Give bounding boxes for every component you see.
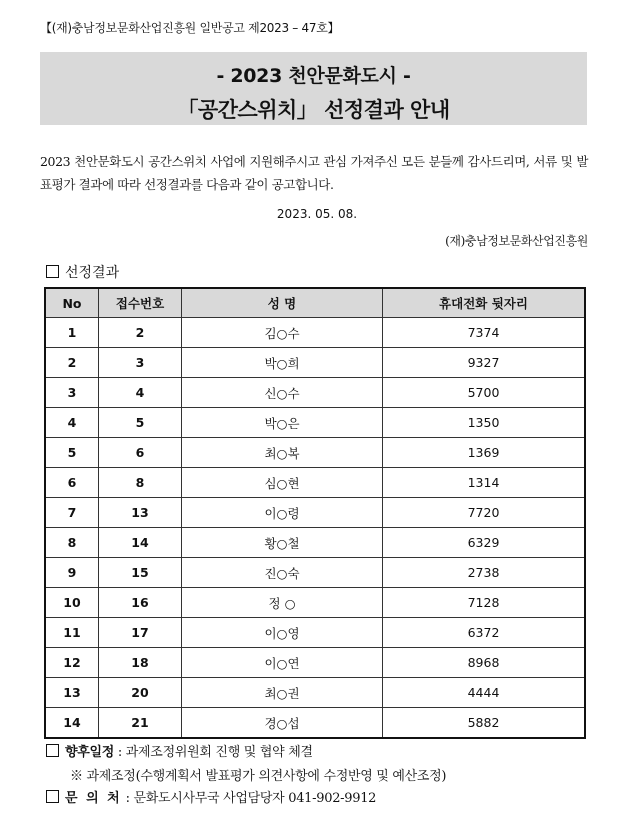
intro-paragraph: 2023 천안문화도시 공간스위치 사업에 지원해주시고 관심 가져주신 모든 분들께 감사드리며, 서류 및 발표평가 결과에 따라 선정결과를 다음과 같이 공고합니다.	[40, 154, 588, 192]
row-receipt: 3	[99, 348, 182, 378]
row-name: 이○영	[182, 618, 383, 648]
row-receipt: 17	[99, 618, 182, 648]
row-name: 경○섭	[182, 708, 383, 739]
header-receipt: 접수번호	[99, 288, 182, 318]
table-row	[45, 378, 585, 408]
table-row	[45, 678, 585, 708]
schedule-note: ※ 과제조정(수행계획서 발표평가 의견사항에 수정반영 및 예산조정)	[70, 769, 447, 784]
row-phone: 7720	[383, 498, 586, 528]
row-no: 5	[45, 438, 99, 468]
title-banner	[40, 52, 587, 125]
header-phone: 휴대전화 뒷자리	[383, 288, 586, 318]
row-phone: 2738	[383, 558, 586, 588]
row-no: 9	[45, 558, 99, 588]
row-name: 이○연	[182, 648, 383, 678]
schedule-text: : 과제조정위원회 진행 및 협약 체결	[114, 745, 313, 760]
row-name: 심○현	[182, 468, 383, 498]
table-row	[45, 468, 585, 498]
table-row	[45, 648, 585, 678]
results-table	[44, 287, 586, 739]
table-row	[45, 318, 585, 348]
contact-text: : 문화도시사무국 사업담당자 041-902-9912	[121, 791, 377, 806]
checkbox-square-icon	[46, 790, 59, 803]
row-receipt: 4	[99, 378, 182, 408]
organization-name: (재)충남정보문화산업진흥원	[445, 234, 588, 248]
row-phone: 5882	[383, 708, 586, 739]
section-title: 선정결과	[65, 265, 120, 281]
row-no: 8	[45, 528, 99, 558]
checkbox-square-icon	[46, 265, 59, 278]
row-name: 김○수	[182, 318, 383, 348]
header-no: No	[45, 288, 99, 318]
schedule-line	[46, 741, 313, 760]
row-no: 13	[45, 678, 99, 708]
checkbox-square-icon	[46, 744, 59, 757]
row-name: 진○숙	[182, 558, 383, 588]
title-subtitle: - 2023 천안문화도시 -	[216, 65, 411, 87]
row-receipt: 13	[99, 498, 182, 528]
contact-line	[46, 787, 376, 806]
row-name: 박○은	[182, 408, 383, 438]
row-receipt: 14	[99, 528, 182, 558]
row-phone: 9327	[383, 348, 586, 378]
row-receipt: 15	[99, 558, 182, 588]
row-receipt: 5	[99, 408, 182, 438]
row-phone: 6372	[383, 618, 586, 648]
row-no: 4	[45, 408, 99, 438]
table-row	[45, 528, 585, 558]
row-phone: 7374	[383, 318, 586, 348]
notice-number: 【(재)충남정보문화산업진흥원 일반공고 제2023 – 47호】	[40, 21, 340, 35]
row-receipt: 16	[99, 588, 182, 618]
table-header-row	[45, 288, 585, 318]
table-row	[45, 708, 585, 739]
row-no: 3	[45, 378, 99, 408]
table-row	[45, 588, 585, 618]
row-name: 황○철	[182, 528, 383, 558]
row-receipt: 8	[99, 468, 182, 498]
row-phone: 7128	[383, 588, 586, 618]
row-receipt: 21	[99, 708, 182, 739]
page-title: 「공간스위치」 선정결과 안내	[177, 98, 450, 122]
row-name: 이○령	[182, 498, 383, 528]
table-row	[45, 408, 585, 438]
row-receipt: 20	[99, 678, 182, 708]
table-row	[45, 618, 585, 648]
row-no: 1	[45, 318, 99, 348]
row-no: 14	[45, 708, 99, 739]
row-phone: 4444	[383, 678, 586, 708]
row-name: 박○희	[182, 348, 383, 378]
row-no: 11	[45, 618, 99, 648]
row-name: 최○권	[182, 678, 383, 708]
section-heading	[46, 262, 119, 282]
table-row	[45, 498, 585, 528]
row-no: 10	[45, 588, 99, 618]
row-phone: 8968	[383, 648, 586, 678]
row-name: 정 ○	[182, 588, 383, 618]
table-row	[45, 438, 585, 468]
row-no: 2	[45, 348, 99, 378]
notice-date: 2023. 05. 08.	[276, 207, 358, 221]
row-no: 6	[45, 468, 99, 498]
row-name: 최○복	[182, 438, 383, 468]
row-name: 신○수	[182, 378, 383, 408]
row-phone: 1314	[383, 468, 586, 498]
table-row	[45, 558, 585, 588]
row-receipt: 2	[99, 318, 182, 348]
schedule-label: 향후일정	[65, 745, 115, 760]
row-phone: 5700	[383, 378, 586, 408]
row-phone: 1369	[383, 438, 586, 468]
table-row	[45, 348, 585, 378]
contact-label: 문 의 처	[65, 791, 122, 806]
row-phone: 6329	[383, 528, 586, 558]
header-name: 성 명	[182, 288, 383, 318]
row-receipt: 18	[99, 648, 182, 678]
row-phone: 1350	[383, 408, 586, 438]
row-no: 12	[45, 648, 99, 678]
row-no: 7	[45, 498, 99, 528]
row-receipt: 6	[99, 438, 182, 468]
